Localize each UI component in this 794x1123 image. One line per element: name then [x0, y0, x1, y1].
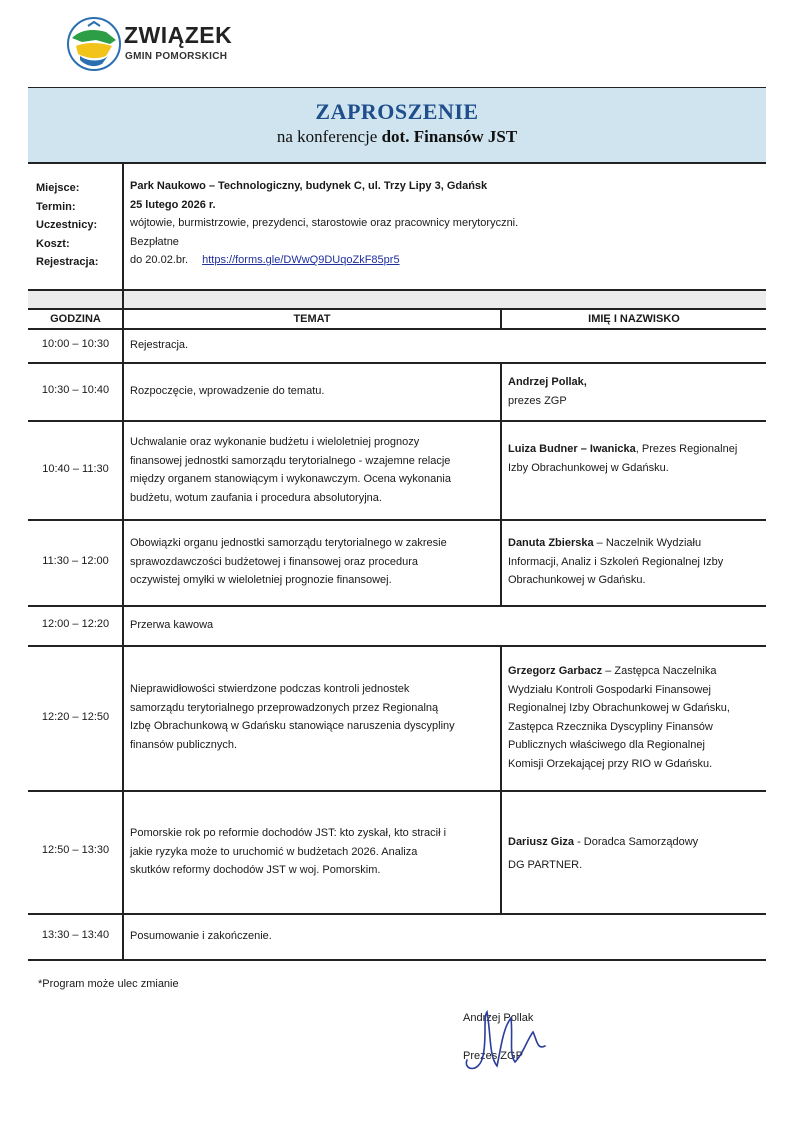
table-row-time: 10:40 – 11:30: [42, 463, 109, 475]
header-time: GODZINA: [50, 313, 101, 325]
table-row-speaker: [508, 662, 730, 774]
page-subtitle: [28, 127, 766, 147]
speaker-name: Danuta Zbierska: [508, 537, 594, 549]
topic-line: Nieprawidłowości stwierdzone podczas kontroli jednostek: [130, 683, 410, 695]
speaker-line: Publicznych właściwego dla Regionalnej: [508, 739, 705, 752]
info-label: Termin:: [36, 200, 76, 213]
speaker-line: Wydziału Kontroli Gospodarki Finansowej: [508, 683, 711, 696]
divider: [28, 645, 766, 647]
speaker-line: Obrachunkowej w Gdańsku.: [508, 574, 646, 587]
topic-line: Pomorskie rok po reformie dochodów JST: kto zyskał, kto stracił i: [130, 827, 447, 839]
divider: [28, 420, 766, 422]
divider: [28, 605, 766, 607]
table-row-time: 10:00 – 10:30: [41, 338, 110, 350]
speaker-name: Andrzej Pollak,: [508, 376, 587, 388]
signature-name: Andrzej Pollak: [463, 1012, 534, 1024]
registration-deadline: do 20.02.br.: [130, 254, 189, 267]
table-row-topic: [130, 433, 451, 507]
subtitle-bold: dot. Finansów JST: [381, 127, 518, 146]
topic-line: Rozpoczęcie, wprowadzenie do tematu.: [130, 385, 325, 397]
speaker-role: - Doradca Samorządowy: [574, 836, 699, 848]
topic-line: Posumowanie i zakończenie.: [130, 930, 272, 942]
table-row-topic: [130, 534, 447, 590]
logo-subtitle: GMIN POMORSKICH: [125, 51, 228, 62]
speaker-role: , Prezes Regionalnej: [635, 443, 738, 455]
info-value: Park Naukowo – Technologiczny, budynek C, ul. Trzy Lipy 3, Gdańsk: [130, 180, 488, 192]
table-row-speaker: [508, 440, 737, 477]
divider: [28, 790, 766, 792]
info-value: [130, 254, 400, 266]
speaker-name: Dariusz Giza: [508, 836, 575, 848]
divider: [28, 362, 766, 364]
divider: [28, 328, 766, 330]
speaker-line: Informacji, Analiz i Szkoleń Regionalnej Izby: [508, 555, 724, 568]
table-row-speaker: [508, 373, 587, 410]
info-value: Bezpłatne: [130, 235, 179, 248]
table-row-topic: [130, 824, 446, 880]
table-row-time: 12:00 – 12:20: [41, 618, 110, 630]
table-top-band: [28, 291, 766, 308]
speaker-line: Zastępca Rzecznika Dyscypliny Finansów: [508, 720, 713, 733]
handwritten-signature-icon: [453, 1004, 563, 1084]
signature-role: Prezes ZGP: [463, 1050, 523, 1062]
info-label: Uczestnicy:: [36, 219, 98, 232]
topic-line: samorządu terytorialnego przeprowadzonych przez Regionalną: [130, 701, 439, 714]
subtitle-text: na konferencje: [276, 127, 382, 146]
banner: [28, 88, 766, 162]
topic-line: oczywistej omyłki w wieloletniej prognozie finansowej.: [130, 574, 392, 587]
header-topic: TEMAT: [293, 313, 331, 325]
info-label: Miejsce:: [36, 182, 80, 194]
registration-link[interactable]: https://forms.gle/DWwQ9DUqoZkF85pr5: [202, 254, 400, 267]
topic-line: budżetu, wotum zaufania i procedura absolutoryjna.: [130, 491, 382, 504]
speaker-name: Luiza Budner – Iwanicka: [508, 443, 636, 455]
info-label: Rejestracja:: [36, 256, 99, 269]
speaker-role: – Naczelnik Wydziału: [593, 537, 702, 549]
topic-line: jakie ryzyka może to uruchomić w budżetach 2026. Analiza: [130, 845, 418, 858]
info-label: Koszt:: [36, 237, 70, 250]
table-row-time: 12:50 – 13:30: [41, 844, 110, 856]
divider: [28, 959, 766, 961]
table-row-topic: [130, 336, 188, 355]
topic-line: finansowej jednostki samorządu terytorialnego - wzajemne relacje: [130, 454, 451, 467]
table-row-time: 10:30 – 10:40: [41, 384, 110, 396]
topic-line: skutków reformy dochodów JST w woj. Pomorskim.: [130, 864, 381, 877]
info-value: 25 lutego 2026 r.: [130, 198, 216, 211]
logo-title: ZWIĄZEK: [124, 22, 233, 48]
table-row-topic: [130, 616, 213, 635]
footnote: *Program może ulec zmianie: [38, 978, 179, 990]
divider: [28, 519, 766, 521]
header-speaker: IMIĘ I NAZWISKO: [588, 313, 680, 325]
info-value: wójtowie, burmistrzowie, prezydenci, starostowie oraz pracownicy merytoryczni.: [130, 217, 519, 230]
speaker-line: Regionalnej Izby Obrachunkowej w Gdańsku,: [508, 702, 730, 715]
divider: [28, 162, 766, 164]
table-row-time: 11:30 – 12:00: [42, 555, 109, 567]
column-divider: [500, 364, 502, 605]
topic-line: finansów publicznych.: [130, 738, 238, 751]
table-row-speaker: [508, 534, 723, 590]
table-row-time: 12:20 – 12:50: [41, 711, 110, 723]
table-row-topic: [130, 680, 455, 754]
topic-line: sprawozdawczości budżetowej i finansowej oraz procedura: [130, 555, 418, 568]
speaker-line: prezes ZGP: [508, 394, 567, 407]
table-row-time: 13:30 – 13:40: [41, 929, 110, 941]
topic-line: Uchwalanie oraz wykonanie budżetu i wieloletniej prognozy: [130, 436, 420, 448]
table-row-topic: [130, 927, 272, 946]
logo: [66, 16, 236, 74]
column-divider: [500, 310, 502, 328]
topic-line: Przerwa kawowa: [130, 619, 214, 631]
page-title: ZAPROSZENIE: [315, 99, 479, 124]
speaker-line: DG PARTNER.: [508, 859, 583, 871]
pomerania-map-icon: [66, 16, 122, 72]
speaker-line: Izby Obrachunkowej w Gdańsku.: [508, 461, 669, 474]
speaker-role: – Zastępca Naczelnika: [602, 665, 717, 677]
divider: [28, 913, 766, 915]
topic-line: Obowiązki organu jednostki samorządu terytorialnego w zakresie: [130, 537, 447, 549]
topic-line: Rejestracja.: [130, 339, 189, 351]
column-divider: [500, 646, 502, 913]
speaker-line: Komisji Orzekającej przy RIO w Gdańsku.: [508, 757, 713, 770]
topic-line: Izbę Obrachunkową w Gdańsku stanowiące naruszenia dyscypliny: [130, 720, 455, 733]
table-row-speaker: [508, 831, 698, 877]
speaker-name: Grzegorz Garbacz: [508, 665, 603, 677]
topic-line: między organem stanowiącym i wykonawczym. Ocena wykonania: [130, 473, 451, 486]
table-row-topic: [130, 382, 324, 401]
